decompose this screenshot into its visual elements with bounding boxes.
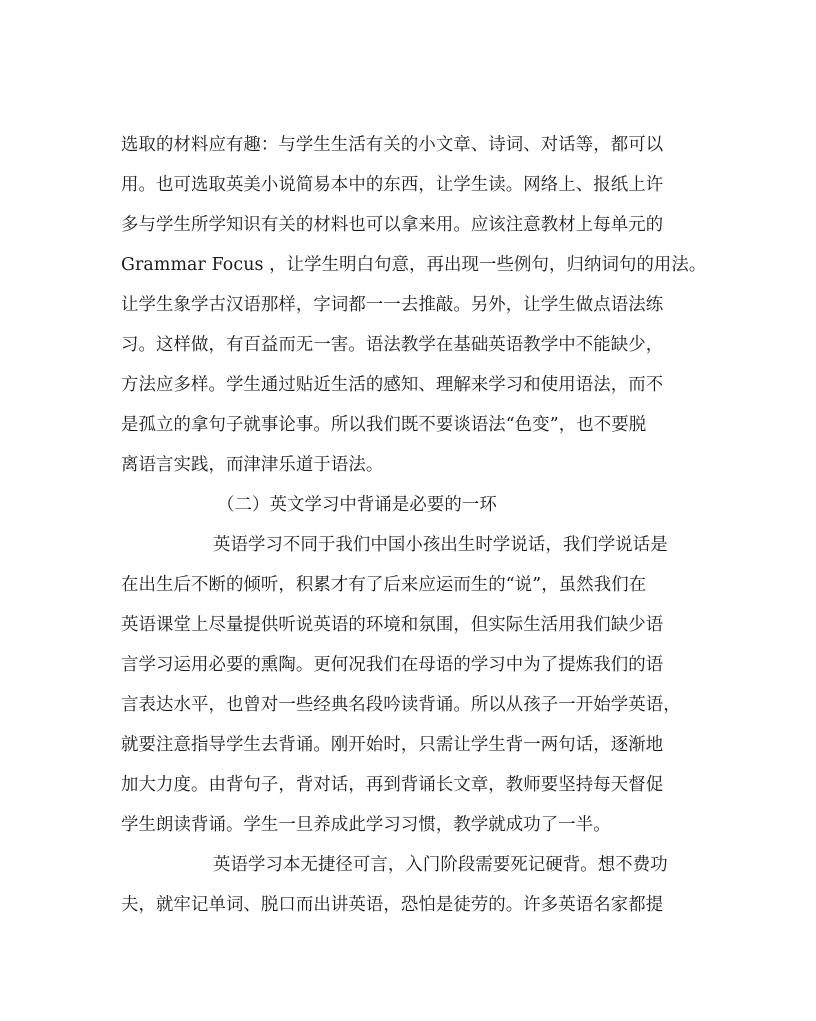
paragraph-1-line-5: 让学生象学古汉语那样，字词都一一去推敲。另外，让学生做点语法练 (121, 295, 664, 315)
paragraph-1-line-9: 离语言实践，而津津乐道于语法。 (121, 455, 384, 475)
paragraph-2-line-6: 就要注意指导学生去背诵。刚开始时，只需让学生背一两句话，逐渐地 (121, 735, 664, 755)
paragraph-1-line-8: 是孤立的拿句子就事论事。所以我们既不要谈语法“色变”，也不要脱 (121, 415, 647, 435)
paragraph-1-line-1: 选取的材料应有趣：与学生生活有关的小文章、诗词、对话等，都可以 (121, 135, 664, 155)
paragraph-1-line-3: 多与学生所学知识有关的材料也可以拿来用。应该注意教材上每单元的 (121, 215, 664, 235)
paragraph-2-line-3: 英语课堂上尽量提供听说英语的环境和氛围，但实际生活用我们缺少语 (121, 615, 664, 635)
paragraph-3-line-2: 夫，就牢记单词、脱口而出讲英语，恐怕是徒劳的。许多英语名家都提 (121, 895, 664, 915)
paragraph-1-line-2: 用。也可选取英美小说简易本中的东西，让学生读。网络上、报纸上许 (121, 175, 664, 195)
paragraph-2-line-2: 在出生后不断的倾听，积累才有了后来应运而生的“说”，虽然我们在 (121, 575, 647, 595)
paragraph-1-line-6: 习。这样做，有百益而无一害。语法教学在基础英语教学中不能缺少， (121, 335, 664, 355)
paragraph-1-line-4: Grammar Focus ，让学生明白句意，再出现一些例句，归纳词句的用法。 (121, 255, 707, 275)
paragraph-2-line-4: 言学习运用必要的熏陶。更何况我们在母语的学习中为了提炼我们的语 (121, 655, 664, 675)
paragraph-2-line-5: 言表达水平，也曾对一些经典名段吟读背诵。所以从孩子一开始学英语， (121, 695, 681, 715)
paragraph-2-line-8: 学生朗读背诵。学生一旦养成此学习习惯，教学就成功了一半。 (121, 815, 611, 835)
paragraph-3-line-1: 英语学习本无捷径可言，入门阶段需要死记硬背。想不费功 (213, 855, 668, 875)
paragraph-1-line-7: 方法应多样。学生通过贴近生活的感知、理解来学习和使用语法，而不 (121, 375, 664, 395)
paragraph-2-line-1: 英语学习不同于我们中国小孩出生时学说话，我们学说话是 (213, 535, 668, 555)
paragraph-2-line-7: 加大力度。由背句子，背对话，再到背诵长文章，教师要坚持每天督促 (121, 775, 664, 795)
section-heading: （二）英文学习中背诵是必要的一环 (217, 495, 497, 515)
